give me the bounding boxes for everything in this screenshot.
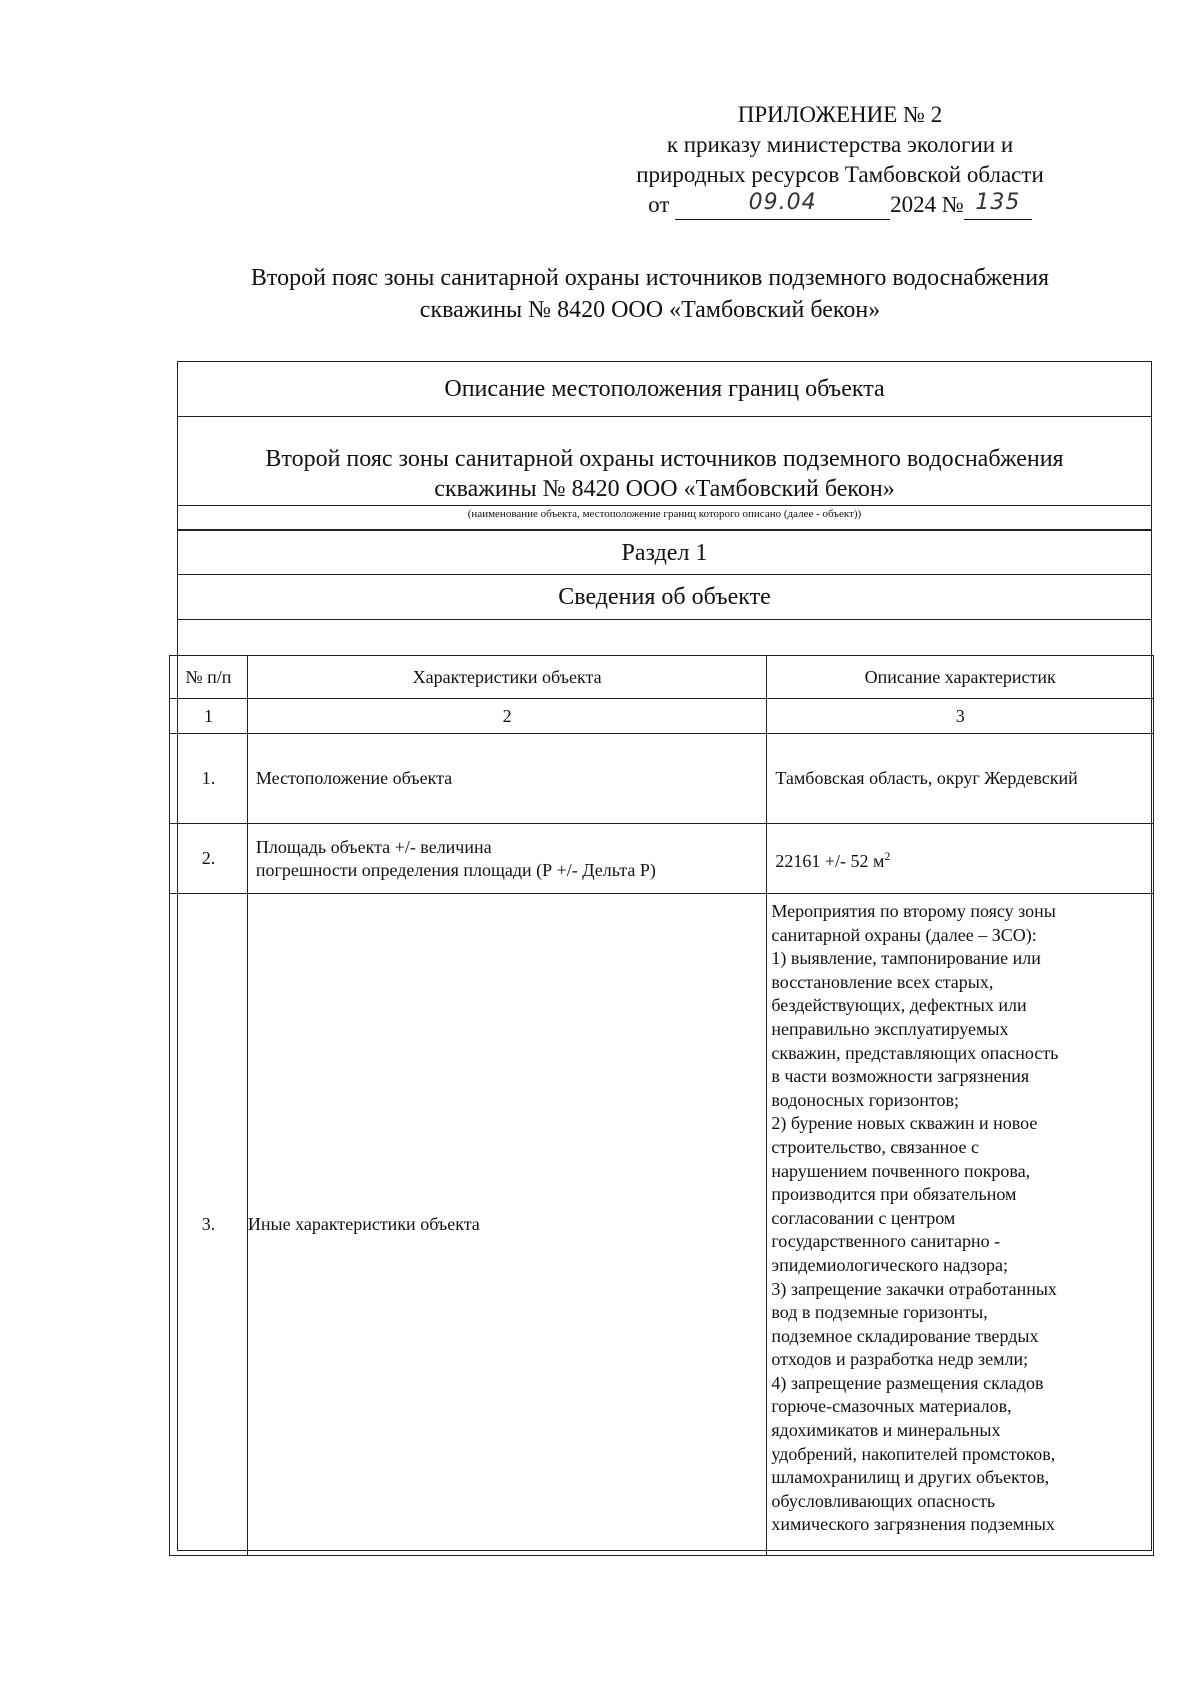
row-3-value-line: скважин, представляющих опасность	[771, 1042, 1059, 1063]
column-numbers-row	[170, 699, 1154, 734]
section-title-text: Сведения об объекте	[558, 584, 771, 610]
row-3-value-line: водоносных горизонтов;	[771, 1089, 960, 1110]
appendix-header	[590, 100, 1090, 220]
date-field	[675, 190, 890, 220]
row-2-value-sup: 2	[884, 848, 891, 863]
column-header-description: Описание характеристик	[767, 656, 1154, 699]
row-3-value-line: строительство, связанное с	[771, 1136, 979, 1157]
object-name	[178, 417, 1151, 504]
row-3-value-line: производится при обязательном	[771, 1184, 1017, 1205]
row-2-num: 2.	[170, 824, 248, 894]
column-number-1: 1	[170, 699, 248, 734]
section-number	[178, 530, 1151, 575]
column-number-3: 3	[767, 699, 1154, 734]
column-header-num: № п/п	[170, 656, 248, 699]
row-3-value-line: химического загрязнения подземных	[771, 1514, 1056, 1535]
row-3-value-line: вод в подземные горизонты,	[771, 1302, 988, 1323]
row-3-value-line: санитарной охраны (далее – ЗСО):	[771, 924, 1037, 945]
table-row	[170, 824, 1154, 894]
handwritten-date: 09.04	[748, 190, 817, 215]
table-row	[170, 894, 1154, 1556]
row-3-value-line: Мероприятия по второму поясу зоны	[771, 901, 1056, 921]
row-2-name	[247, 824, 767, 894]
table-row	[170, 734, 1154, 824]
appendix-line-2: природных ресурсов Тамбовской области	[636, 162, 1044, 187]
section-number-text: Раздел 1	[621, 539, 708, 566]
from-label: от	[648, 192, 670, 217]
form-header-text: Описание местоположения границ объекта	[444, 376, 885, 402]
row-3-value-line: шламохранилищ и других объектов,	[771, 1467, 1050, 1488]
number-field	[964, 190, 1032, 220]
row-3-value-line: 4) запрещение размещения складов	[771, 1372, 1044, 1393]
appendix-line-1: к приказу министерства экологии и	[666, 132, 1014, 157]
object-name-block	[178, 417, 1151, 530]
row-2-value-text: 22161 +/- 52 м	[775, 850, 885, 871]
row-3-name: Иные характеристики объекта	[247, 894, 767, 1556]
row-1-name: Местоположение объекта	[247, 734, 767, 824]
row-3-value-line: 1) выявление, тампонирование или	[771, 948, 1041, 969]
row-3-value-line: нарушением почвенного покрова,	[771, 1160, 1031, 1181]
row-3-value	[767, 894, 1154, 1556]
boundary-description-form	[177, 361, 1152, 1551]
form-header	[178, 362, 1151, 417]
row-3-value-line: неправильно эксплуатируемых	[771, 1018, 1009, 1039]
row-3-value-line: удобрений, накопителей промстоков,	[771, 1443, 1056, 1464]
row-3-value-lines	[771, 900, 1149, 1537]
row-1-value: Тамбовская область, округ Жердевский	[767, 734, 1154, 824]
object-name-line-1: Второй пояс зоны санитарной охраны источников подземного водоснабжения	[265, 446, 1064, 472]
row-2-name-line-1: Площадь объекта +/- величина	[255, 836, 492, 857]
row-3-value-line: 2) бурение новых скважин и новое	[771, 1113, 1038, 1134]
object-name-line-2: скважины № 8420 ООО «Тамбовский бекон»	[434, 476, 895, 502]
row-3-value-line: восстановление всех старых,	[771, 971, 994, 992]
section-title	[178, 575, 1151, 620]
row-3-value-line: бездействующих, дефектных или	[771, 995, 1027, 1016]
row-2-name-line-2: погрешности определения площади (Р +/- Дельта Р)	[255, 859, 656, 880]
document-title	[160, 262, 1140, 326]
row-1-num: 1.	[170, 734, 248, 824]
row-3-value-line: подземное складирование твердых	[771, 1325, 1039, 1346]
handwritten-number: 135	[975, 190, 1021, 215]
row-3-value-line: 3) запрещение закачки отработанных	[771, 1278, 1057, 1299]
row-3-value-line: горюче-смазочных материалов,	[771, 1396, 1012, 1417]
object-name-note: (наименование объекта, местоположение границ которого описано (далее - объект))	[178, 505, 1151, 520]
row-3-value-line: ядохимикатов и минеральных	[771, 1420, 1001, 1441]
row-3-value-line: обусловливающих опасность	[771, 1490, 996, 1511]
row-3-value-line: отходов и разработка недр земли;	[771, 1349, 1029, 1370]
year-label: 2024 №	[890, 192, 964, 217]
table-header-row	[170, 656, 1154, 699]
row-3-num: 3.	[170, 894, 248, 1556]
column-number-2: 2	[247, 699, 767, 734]
row-3-value-line: эпидемиологического надзора;	[771, 1254, 1009, 1275]
row-2-value	[767, 824, 1154, 894]
order-date-line	[590, 190, 1090, 220]
row-3-value-line: в части возможности загрязнения	[771, 1066, 1030, 1087]
document-title-line-1: Второй пояс зоны санитарной охраны источников подземного водоснабжения	[250, 265, 1050, 291]
row-3-value-line: согласовании с центром	[771, 1207, 956, 1228]
document-title-line-2: скважины № 8420 ООО «Тамбовский бекон»	[419, 297, 881, 323]
appendix-title: ПРИЛОЖЕНИЕ № 2	[737, 102, 943, 127]
column-header-characteristics: Характеристики объекта	[247, 656, 767, 699]
object-info-table	[169, 655, 1154, 1556]
row-3-value-line: государственного санитарно -	[771, 1231, 1001, 1252]
